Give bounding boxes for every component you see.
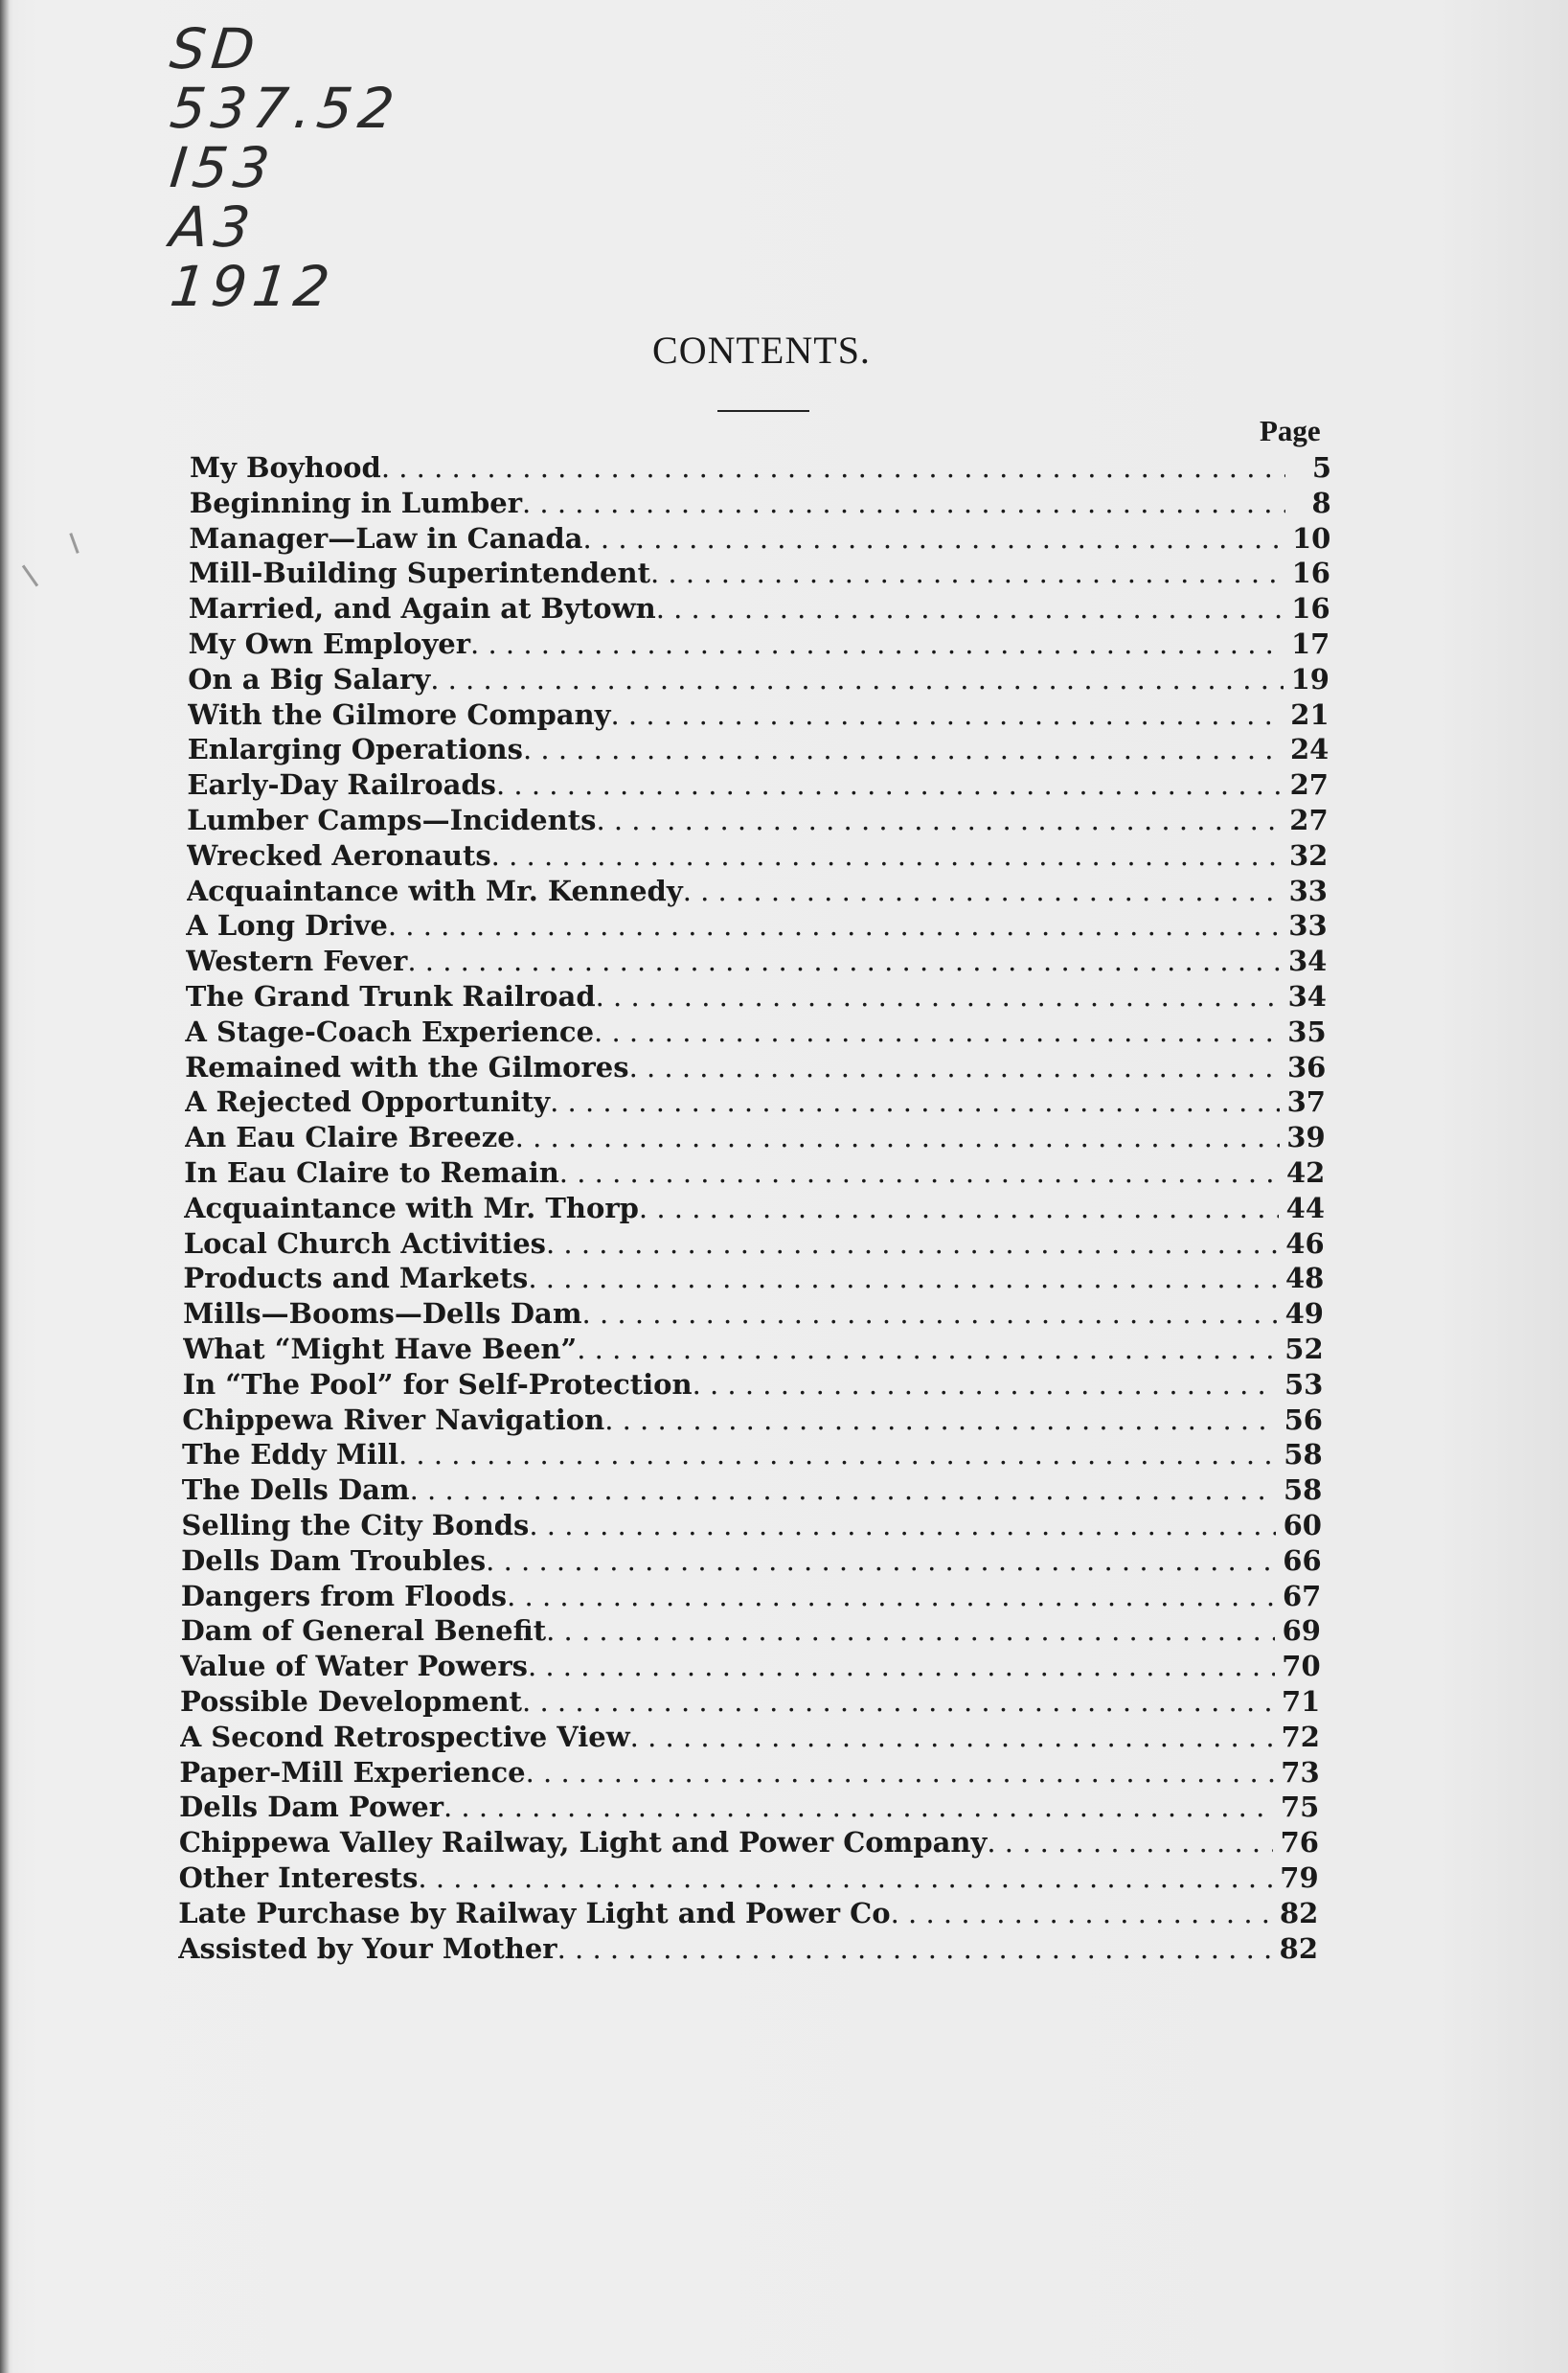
dot-leader [381,450,1285,486]
dot-leader [407,944,1281,979]
toc-entry-title: The Dells Dam [181,1473,410,1507]
dot-leader [596,979,1281,1015]
dot-leader [604,1403,1277,1438]
toc-entry [183,1332,1324,1367]
toc-entry-title: Value of Water Powers [180,1650,528,1683]
toc-entry-title: In Eau Claire to Remain [184,1156,559,1189]
toc-entry-title: Wrecked Aeronauts [186,838,491,872]
toc-entry-page: 27 [1289,804,1329,836]
toc-entry-page: 32 [1288,838,1329,872]
toc-entry [181,1579,1321,1614]
toc-entry [179,1755,1319,1791]
toc-entry [184,1155,1325,1191]
toc-entry [184,1191,1325,1226]
toc-entry [185,1015,1326,1050]
dot-leader [522,486,1285,521]
call-number-line: I53 [167,135,279,200]
dot-leader [388,908,1282,944]
dot-leader [639,1191,1279,1226]
dot-leader [596,803,1282,838]
toc-entry [180,1720,1320,1755]
call-number-line: 1912 [167,254,339,319]
dot-leader [526,1755,1274,1791]
toc-entry-page: 39 [1286,1121,1326,1154]
call-number-line: SD [167,16,264,81]
toc-entry-page: 34 [1287,980,1327,1013]
toc-entry [189,591,1330,627]
toc-entry-page: 35 [1287,1015,1327,1048]
toc-entry-page: 33 [1288,874,1328,907]
call-number-line: A3 [167,194,260,260]
toc-entry [187,803,1329,838]
toc-entry-title: Beginning in Lumber [189,486,522,519]
toc-entry-title: The Eddy Mill [182,1438,398,1472]
toc-entry [189,556,1330,591]
page-column-label: Page [1260,414,1321,447]
dot-leader [496,767,1283,803]
toc-entry-title: A Rejected Opportunity [184,1085,551,1119]
toc-entry-title: Other Interests [178,1861,419,1894]
toc-entry-title: Acquaintance with Mr. Kennedy [186,874,683,907]
handwritten-call-number [167,16,458,319]
toc-entry [189,627,1330,662]
dot-leader [693,1367,1278,1403]
toc-entry [186,979,1327,1015]
toc-entry [178,1896,1318,1931]
toc-entry-page: 82 [1279,1896,1319,1929]
dot-leader [418,1860,1272,1896]
toc-entry-page: 72 [1281,1720,1320,1753]
toc-entry [181,1613,1321,1649]
toc-entry-title: Acquaintance with Mr. Thorp [184,1191,639,1224]
toc-entry [179,1825,1319,1860]
toc-entry [182,1403,1323,1438]
toc-entry [188,732,1329,767]
dot-leader [491,838,1283,874]
toc-entry [185,1084,1326,1120]
dot-leader [507,1579,1275,1614]
dot-leader [486,1543,1275,1579]
toc-entry-title: Dam of General Benefit [180,1614,547,1648]
toc-entry [179,1790,1319,1825]
toc-entry [181,1508,1322,1543]
dot-leader [528,1649,1275,1684]
toc-entry-title: Mills—Booms—Dells Dam [183,1297,582,1331]
toc-entry-page: 24 [1289,733,1329,766]
dot-leader [582,1296,1278,1332]
toc-entry-title: Early-Day Railroads [187,768,496,802]
dot-leader [410,1472,1277,1508]
dot-leader [546,1226,1279,1262]
dot-leader [610,697,1283,733]
toc-entry-page: 42 [1285,1156,1326,1189]
toc-entry-page: 37 [1286,1085,1326,1119]
toc-entry-page: 67 [1282,1579,1322,1612]
toc-entry-page: 58 [1283,1473,1323,1507]
toc-entry [184,1226,1325,1262]
toc-entry-page: 56 [1284,1403,1323,1436]
dot-leader [430,662,1284,697]
toc-entry-page: 49 [1284,1297,1324,1331]
toc-entry-page: 21 [1290,697,1329,731]
dot-leader [470,627,1284,662]
toc-entry [183,1261,1324,1296]
toc-entry-title: An Eau Claire Breeze [184,1121,515,1154]
toc-entry-title: Late Purchase by Railway Light and Power Co [178,1896,891,1929]
toc-entry [187,767,1329,803]
toc-entry-page: 16 [1291,557,1330,590]
toc-entry-title: With the Gilmore Company [188,697,611,731]
toc-entry-page: 73 [1281,1755,1320,1789]
toc-entry [187,874,1328,909]
toc-entry-title: Western Fever [186,945,408,978]
toc-entry-title: Manager—Law in Canada [189,521,583,555]
toc-entry-title: Products and Markets [183,1262,529,1295]
dot-leader [656,591,1284,627]
heading-rule [717,410,809,412]
toc-entry-title: On a Big Salary [188,662,431,696]
toc-entry-page: 66 [1283,1543,1322,1577]
toc-entry-page: 27 [1289,768,1329,802]
toc-entry-title: Mill-Building Superintendent [189,557,650,590]
toc-entry [183,1367,1324,1403]
toc-entry [185,1050,1326,1085]
toc-entry-page: 76 [1280,1826,1319,1860]
toc-entry [189,521,1330,557]
toc-entry-page: 52 [1284,1333,1324,1365]
toc-entry [190,486,1331,521]
dot-leader [629,1050,1281,1085]
toc-entry-page: 70 [1282,1650,1321,1683]
toc-entry [182,1472,1323,1508]
dot-leader [443,1790,1273,1825]
toc-entry-title: Lumber Camps—Incidents [187,804,597,836]
toc-entry-page: 60 [1283,1509,1322,1541]
toc-entry [180,1649,1320,1684]
dot-leader [546,1613,1275,1649]
toc-entry-title: Dells Dam Troubles [181,1543,487,1577]
toc-entry-page: 58 [1284,1438,1323,1472]
toc-entry-page: 5 [1311,451,1331,484]
toc-entry-page: 44 [1285,1191,1325,1224]
dot-leader [559,1155,1280,1191]
toc-entry-title: Married, and Again at Bytown [188,592,656,626]
toc-entry-page: 34 [1287,945,1328,978]
toc-entry-page: 69 [1282,1614,1321,1648]
toc-entry-page: 71 [1281,1685,1321,1718]
dot-leader [650,556,1284,591]
toc-entry [186,908,1327,944]
toc-entry-title: The Grand Trunk Railroad [185,980,596,1013]
toc-entry-title: Local Church Activities [183,1226,546,1260]
toc-entry-page: 48 [1284,1262,1325,1295]
toc-entry-title: Paper-Mill Experience [179,1755,526,1789]
margin-mark [22,564,38,586]
toc-entry-page: 75 [1280,1791,1320,1824]
toc-entry-title: A Stage-Coach Experience [185,1015,595,1048]
toc-entry [187,838,1328,874]
toc-entry-page: 8 [1311,486,1331,519]
dot-leader [582,521,1284,557]
toc-entry [186,944,1327,979]
toc-entry-title: Chippewa River Navigation [182,1403,605,1436]
toc-entry-title: Assisted by Your Mother [178,1931,557,1965]
toc-entry-title: What “Might Have Been” [182,1333,578,1365]
dot-leader [891,1896,1273,1931]
dot-leader [987,1825,1273,1860]
dot-leader [594,1015,1281,1050]
toc-entry-title: My Own Employer [188,627,471,660]
toc-entry-page: 46 [1285,1226,1325,1260]
toc-entry [181,1543,1322,1579]
toc-entry-page: 82 [1279,1931,1318,1965]
toc-entry-title: Chippewa Valley Railway, Light and Power Company [178,1826,988,1860]
dot-leader [557,1931,1272,1967]
dot-leader [550,1084,1280,1120]
toc-entry-title: Possible Development [180,1685,523,1718]
toc-entry-page: 16 [1291,592,1330,626]
dot-leader [630,1720,1274,1755]
toc-entry-title: A Second Retrospective View [179,1720,630,1753]
toc-entry [182,1437,1323,1472]
toc-entry-title: Enlarging Operations [187,733,523,766]
toc-entry [190,450,1331,486]
toc-entry-title: Dangers from Floods [180,1579,508,1612]
toc-entry-title: Remained with the Gilmores [185,1050,629,1084]
toc-entry-title: Dells Dam Power [179,1791,443,1824]
toc-entry-title: My Boyhood [190,451,381,484]
toc-entry-title: A Long Drive [186,909,388,943]
toc-entry-page: 19 [1290,662,1329,696]
toc-entry-title: In “The Pool” for Self-Protection [182,1367,693,1401]
contents-heading: CONTENTS. [652,329,871,372]
margin-mark [69,533,79,554]
dot-leader [529,1508,1276,1543]
call-number-line: 537.52 [167,76,403,141]
toc-entry [178,1931,1318,1967]
toc-entry [183,1296,1324,1332]
toc-entry-page: 10 [1291,521,1331,555]
toc-entry-page: 33 [1288,909,1328,943]
toc-entry [185,1120,1326,1155]
dot-leader [398,1437,1277,1472]
toc-entry [188,697,1329,733]
toc-entry-page: 53 [1284,1367,1324,1401]
toc-entry [179,1860,1319,1896]
dot-leader [522,1684,1274,1720]
toc-entry [188,662,1329,697]
toc-entry-page: 79 [1280,1861,1319,1894]
toc-entry [180,1684,1320,1720]
toc-entry-page: 17 [1290,627,1330,660]
dot-leader [523,732,1283,767]
toc-entry-title: Selling the City Bonds [181,1509,530,1541]
dot-leader [577,1332,1277,1367]
dot-leader [528,1261,1278,1296]
toc-entry-page: 36 [1286,1050,1327,1084]
dot-leader [683,874,1282,909]
dot-leader [515,1120,1280,1155]
